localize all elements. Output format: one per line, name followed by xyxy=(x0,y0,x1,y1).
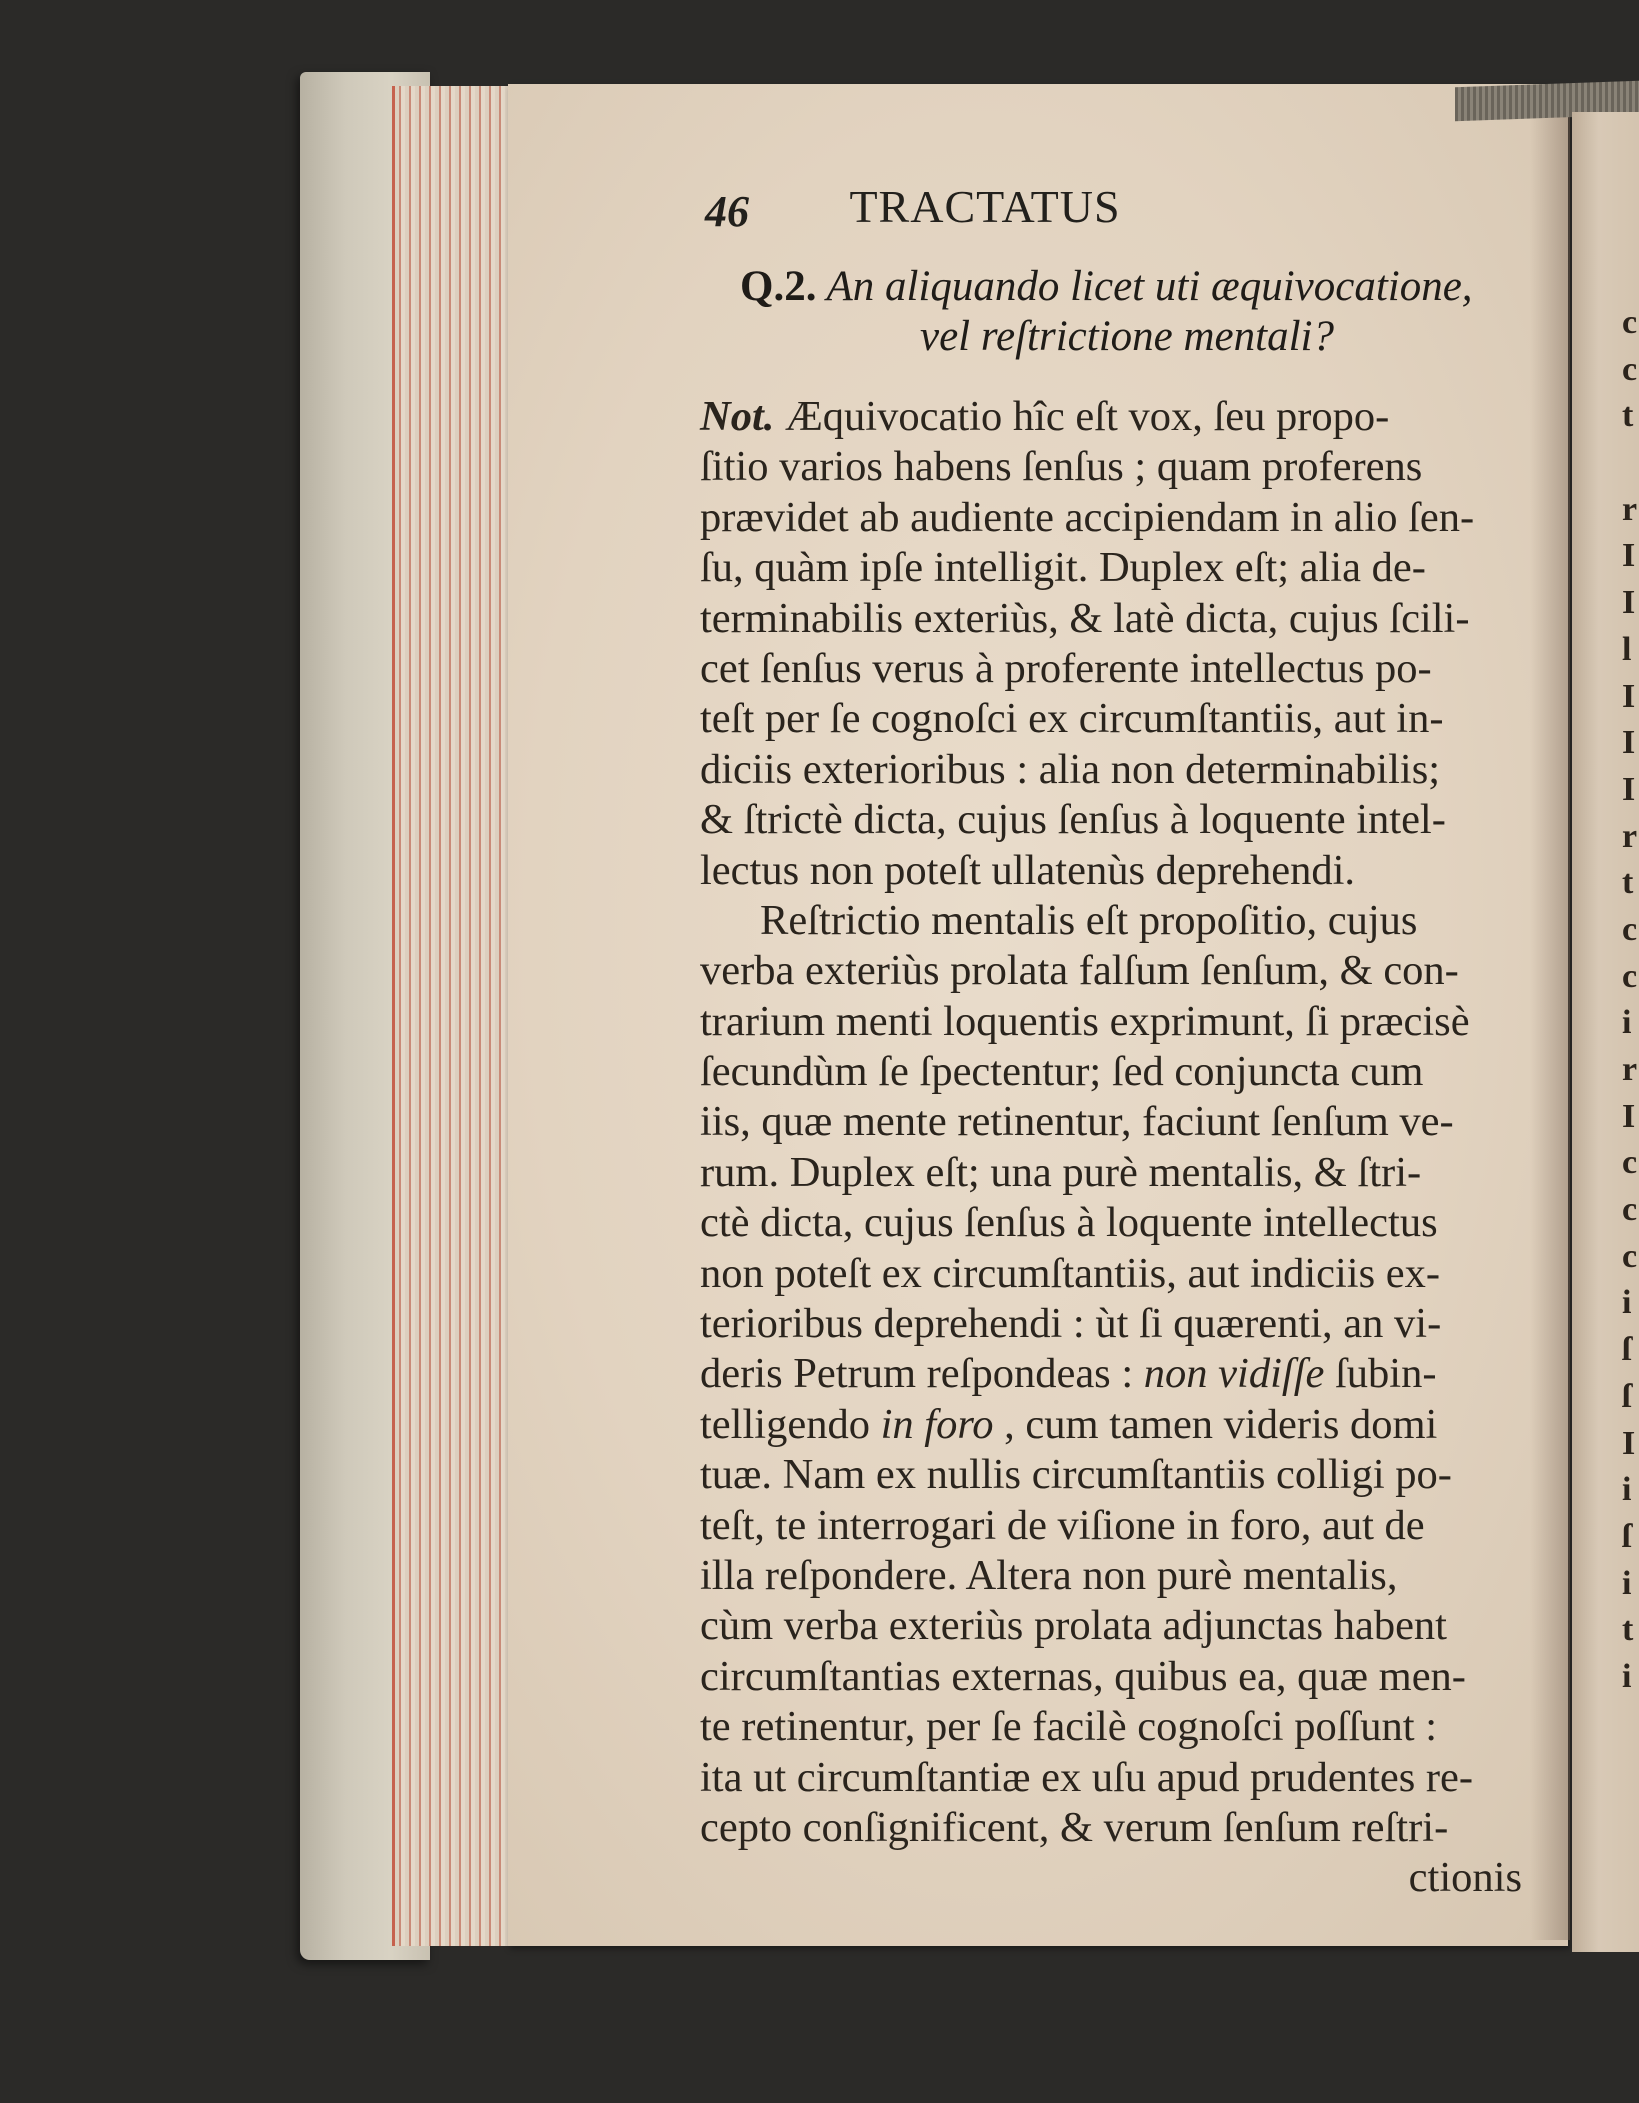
facing-page-letter: ſ xyxy=(1622,1377,1632,1415)
text-line xyxy=(700,946,1560,996)
body-text xyxy=(700,392,1560,1904)
facing-page-letter: i xyxy=(1622,1471,1632,1509)
text-line xyxy=(700,1501,1560,1551)
text-line xyxy=(700,1349,1560,1399)
text-line xyxy=(700,1803,1560,1853)
running-title: TRACTATUS xyxy=(849,181,1121,232)
text-segment: cepto conſignificent, & verum ſenſum reſtri- xyxy=(700,1803,1449,1851)
text-segment: ſitio varios habens ſenſus ; quam proferens xyxy=(700,443,1423,491)
text-line xyxy=(700,493,1560,543)
text-line xyxy=(700,1652,1560,1702)
text-line xyxy=(700,1702,1560,1752)
text-segment: verba exteriùs prolata falſum ſenſum, & con- xyxy=(700,947,1459,995)
text-line xyxy=(700,1400,1560,1450)
text-segment: tuæ. Nam ex nullis circumſtantiis colligi po- xyxy=(700,1451,1452,1499)
facing-page-letter: r xyxy=(1622,1051,1638,1088)
red-page-edges xyxy=(392,86,515,1946)
facing-page-letter: l xyxy=(1622,630,1632,668)
facing-page-letter: t xyxy=(1622,1611,1634,1649)
text-line xyxy=(700,1148,1560,1198)
facing-page-letter: I xyxy=(1622,677,1636,715)
facing-page-letter: i xyxy=(1622,1657,1632,1695)
text-segment: Æquivocatio hîc eſt vox, ſeu propo- xyxy=(774,393,1390,440)
facing-page-letter: t xyxy=(1622,397,1634,435)
text-line xyxy=(700,1198,1560,1248)
facing-page-letter: ſ xyxy=(1622,1331,1632,1369)
question-number: Q.2. xyxy=(740,263,817,310)
text-segment: ſu, quàm ipſe intelligit. Duplex eſt; alia de- xyxy=(700,544,1426,592)
text-segment: illa reſpondere. Altera non purè mentalis, xyxy=(700,1551,1398,1599)
text-segment: ita ut circumſtantiæ ex uſu apud prudentes re- xyxy=(700,1753,1474,1801)
text-segment: teſt, te interrogari de viſione in foro, aut de xyxy=(700,1501,1425,1549)
text-line xyxy=(700,1047,1560,1097)
text-segment: trarium menti loquentis exprimunt, ſi præcisè xyxy=(700,997,1470,1045)
text-line xyxy=(700,644,1560,694)
facing-page-letter: I xyxy=(1622,770,1636,808)
question-text-line2: vel reſtrictione mentali? xyxy=(920,313,1334,360)
question-text-line1: An aliquando licet uti æquivocatione, xyxy=(826,263,1473,310)
facing-page-letter: c xyxy=(1622,1144,1638,1182)
text-segment: teſt per ſe cognoſci ex circumſtantiis, aut in- xyxy=(700,695,1444,743)
text-line xyxy=(700,1753,1560,1803)
facing-page-letter: I xyxy=(1622,1424,1636,1462)
text-segment-tail: ſubin- xyxy=(1324,1350,1437,1398)
text-line xyxy=(700,543,1560,593)
text-segment: telligendo xyxy=(700,1400,870,1448)
text-line xyxy=(700,1853,1560,1903)
text-segment: circumſtantias externas, quibus ea, quæ men- xyxy=(700,1652,1466,1700)
text-segment: & ſtrictè dicta, cujus ſenſus à loquente intel- xyxy=(700,796,1446,844)
text-line xyxy=(700,694,1560,744)
text-line xyxy=(700,846,1560,896)
text-segment: ſecundùm ſe ſpectentur; ſed conjuncta cum xyxy=(700,1048,1424,1096)
text-line xyxy=(700,1097,1560,1147)
facing-page-letter: t xyxy=(1622,864,1634,902)
text-segment: iis, quæ mente retinentur, faciunt ſenſum ve- xyxy=(700,1098,1454,1146)
facing-page-letter: c xyxy=(1622,910,1638,948)
facing-page-letters xyxy=(1622,300,1639,1701)
facing-page-letter: ſ xyxy=(1622,1517,1632,1555)
facing-page-letter: c xyxy=(1622,1191,1638,1229)
running-head xyxy=(705,180,1285,240)
text-segment: cùm verba exteriùs prolata adjunctas habent xyxy=(700,1602,1447,1650)
text-line xyxy=(700,1249,1560,1299)
facing-page-letter: I xyxy=(1622,584,1636,622)
text-line xyxy=(700,896,1560,946)
facing-page-letter: i xyxy=(1622,1564,1632,1602)
text-segment: prævidet ab audiente accipiendam in alio ſen- xyxy=(700,493,1475,541)
facing-page-letter: c xyxy=(1622,1237,1638,1275)
facing-page-letter: r xyxy=(1622,490,1638,528)
text-segment: ctionis xyxy=(1408,1854,1522,1902)
text-line xyxy=(700,1551,1560,1601)
facing-page-letter: I xyxy=(1622,724,1636,762)
facing-page-letter: r xyxy=(1622,817,1638,855)
text-line xyxy=(700,997,1560,1047)
text-line xyxy=(700,1299,1560,1349)
text-segment-tail: , cum tamen videris domi xyxy=(993,1400,1438,1448)
facing-page-letter xyxy=(1622,440,1639,487)
text-segment: ctè dicta, cujus ſenſus à loquente intellectus xyxy=(700,1199,1438,1247)
facing-page-letter: c xyxy=(1622,957,1638,995)
facing-page-letter: i xyxy=(1622,1284,1632,1322)
text-line xyxy=(700,1450,1560,1500)
text-segment: deris Petrum reſpondeas : xyxy=(700,1350,1134,1398)
paragraph-lead: Not. xyxy=(700,393,775,440)
text-segment: rum. Duplex eſt; una purè mentalis, & ſtri- xyxy=(700,1148,1422,1196)
facing-page-letter: i xyxy=(1622,1004,1632,1042)
text-line xyxy=(700,594,1560,644)
text-line xyxy=(700,392,1560,442)
text-line xyxy=(700,442,1560,492)
text-segment: te retinentur, per ſe facilè cognoſci poſſunt : xyxy=(700,1703,1438,1751)
text-segment: non poteſt ex circumſtantiis, aut indiciis ex- xyxy=(700,1249,1441,1297)
italic-segment: non vidiſſe xyxy=(1133,1350,1325,1398)
facing-page-letter: c xyxy=(1622,304,1638,341)
text-segment: terioribus deprehendi : ùt ſi quærenti, an vi- xyxy=(700,1300,1442,1348)
text-line xyxy=(700,1601,1560,1651)
text-line xyxy=(700,795,1560,845)
text-segment: terminabilis exteriùs, & latè dicta, cujus ſcili- xyxy=(700,594,1470,642)
italic-segment: in foro xyxy=(869,1400,994,1448)
text-line xyxy=(700,745,1560,795)
text-segment: cet ſenſus verus à proferente intellectus po- xyxy=(700,644,1432,692)
facing-page-letter: c xyxy=(1622,350,1638,388)
question-heading xyxy=(740,262,1560,362)
text-segment: diciis exterioribus : alia non determinabilis; xyxy=(700,745,1441,793)
text-segment: lectus non poteſt ullatenùs deprehendi. xyxy=(700,846,1356,894)
facing-page-letter: I xyxy=(1622,537,1636,575)
page-number: 46 xyxy=(705,187,749,236)
facing-page-letter: I xyxy=(1622,1097,1636,1135)
text-segment: Reſtrictio mentalis eſt propoſitio, cujus xyxy=(760,896,1418,944)
